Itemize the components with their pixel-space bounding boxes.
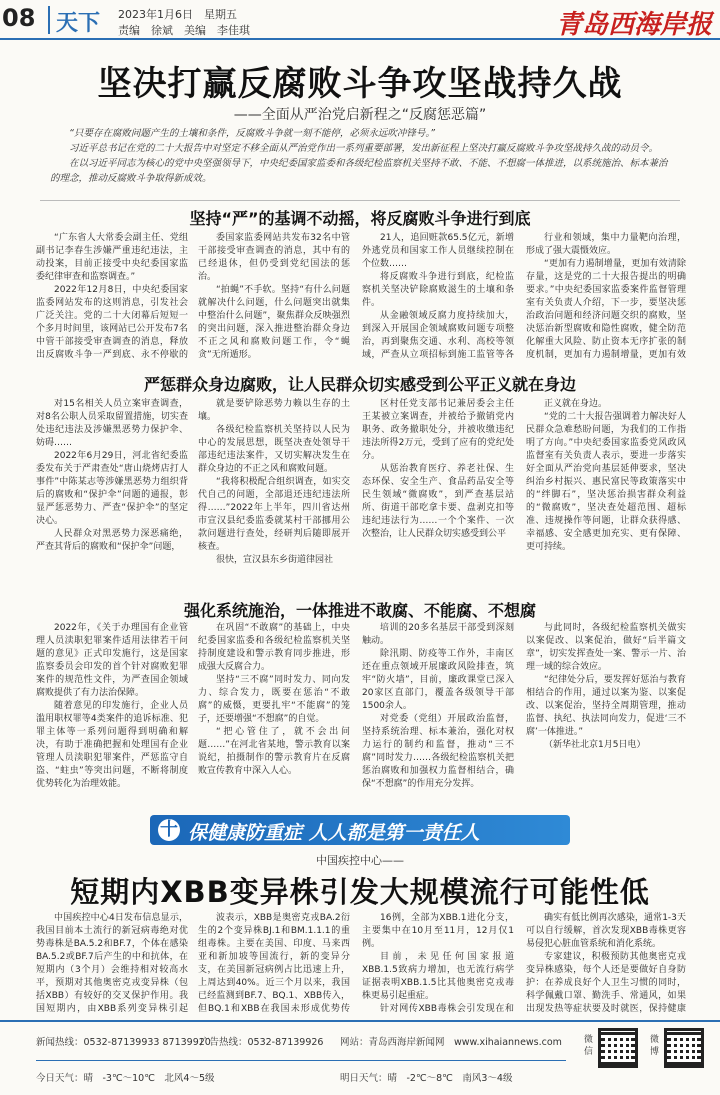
main-headline: 坚决打赢反腐败斗争攻坚战持久战 — [97, 64, 623, 104]
masthead — [0, 0, 720, 40]
editors: 责编 徐斌 美编 李佳琪 — [118, 24, 250, 37]
paragraph: （新华社北京1月5日电） — [544, 740, 646, 750]
section2-column-2 — [198, 398, 350, 574]
section3-column-4 — [526, 622, 686, 804]
article2-column-4 — [526, 912, 686, 1016]
health-banner — [150, 815, 570, 845]
section1-column-2 — [198, 232, 350, 360]
paragraph: 21人，追回赃款65.5亿元，新增外逃党员和国家工作人员继续控制在个位数…… — [362, 233, 514, 269]
news-hotline: 新闻热线：0532-87139933 87139920 — [36, 1037, 211, 1048]
paragraph: 区村任党支部书记兼居委会主任王某被立案调查，并被给予撤销党内职务、政务撤职处分，并被收缴违纪违法所得2万元，受到了应有的党纪处分。 — [362, 399, 514, 461]
footer-divider — [36, 1060, 566, 1061]
paragraph: 各级纪检监察机关坚持以人民为中心的发展思想，既坚决查处领导干部违纪违法案件，又切实解决发生在群众身边的不正之风和腐败问题。 — [198, 425, 350, 474]
issue-date: 2023年1月6日 星期五 — [118, 8, 237, 21]
paragraph: “广东省人大常委会副主任、党组副书记李春生涉嫌严重违纪违法，主动投案，目前正接受中央纪委国家监委纪律审查和监察调查。” — [36, 233, 188, 282]
section2-column-3 — [362, 398, 514, 574]
paragraph: 2022年12月8日，中央纪委国家监委网站发布的这则消息，引发社会广泛关注。党的二十大闭幕后短短一个多月时间里，该网站已公开发布7名中管干部接受审查调查的消息，释放出反腐败斗争一严到底、永不停歇的 — [36, 285, 188, 360]
paragraph: 除汛期、防疫等工作外，丰南区还在重点领域开展廉政风险排查，筑牢“防火墙”，目前，廉政课堂已深入20家区直部门，覆盖各级领导干部1500余人。 — [362, 649, 514, 711]
section2-column-1 — [36, 398, 188, 574]
section-heading-1: 坚持“严”的基调不动摇，将反腐败斗争进行到底 — [189, 209, 531, 228]
paragraph: “纪律处分后，要发挥好惩治与教育相结合的作用，通过以案为鉴、以案促改、以案促治，坚持全周期管理，推动监督、执纪、执法同向发力，促进‘三不腐’一体推进。” — [526, 675, 686, 737]
paragraph: 确实有低比例再次感染，通常1-3天可以自行缓解，首次发现XBB毒株更容易侵犯心脏血管系统和消化系统。 — [526, 913, 686, 949]
section2-column-4 — [526, 398, 686, 574]
paragraph: 波表示，XBB是奥密克戎BA.2衍生的2个变异株BJ.1和BM.1.1.1的重组毒株。主要在美国、印度、马来西亚和新加坡等国流行，新的变异分支，在美国新冠病例占比迅速上升，上周达到40%。近三个月以来，我国已经监测到BF.7、BQ.1、XBB传入，但BQ.1和XBB在我国未形成优势传 — [198, 913, 350, 1014]
section1-column-3 — [362, 232, 514, 360]
paragraph: “把心管住了，就不会出问题……”在河北省某地，警示教育以案说纪，拍摄制作的警示教育片在反腐败宣传教育中深入人心。 — [198, 727, 350, 776]
medical-cross-icon: 十 — [160, 819, 178, 840]
paragraph: 就是要铲除恶势力赖以生存的土壤。 — [198, 399, 350, 422]
main-subheadline: ——全面从严治党启新程之“反腐惩恶篇” — [233, 107, 487, 123]
paragraph: 从金融领域反腐力度持续加大，到深入开展国企领域腐败问题专项整治，再到聚焦交通、水利、高校等领域，严查从立项招标到施工监管等各 — [362, 311, 514, 360]
section3-column-3 — [362, 622, 514, 804]
headline2: 短期内XBB变异株引发大规模流行可能性低 — [70, 875, 650, 909]
weather-tomorrow: 明日天气：晴 -2℃～8℃ 南风3～4级 — [340, 1073, 513, 1084]
weibo-qr-icon[interactable] — [664, 1028, 704, 1068]
weather-today: 今日天气：晴 -3℃～10℃ 北风4～5级 — [36, 1073, 215, 1084]
paragraph: “我将积极配合组织调查，如实交代自己的问题，全部退还违纪违法所得……”2022年上半年，四川省达州市宣汉县纪委监委就某村干部挪用公款问题进行查处，经研判后随即展开核查。 — [198, 477, 350, 552]
paragraph: 与此同时，各级纪检监察机关做实以案促改、以案促治，做好“后半篇文章”，切实发挥查处一案、警示一片、治理一域的综合效应。 — [526, 623, 686, 672]
section3-column-2 — [198, 622, 350, 804]
divider — [40, 200, 680, 201]
paragraph: 对15名相关人员立案审查调查，对8名公职人员采取留置措施，切实查处违纪违法及涉嫌黑恶势力保护伞、妨碍…… — [36, 399, 188, 448]
paragraph: 培训的20多名基层干部受到深刻触动。 — [362, 623, 514, 646]
intro-paragraph: 习近平总书记在党的二十大报告中对坚定不移全面从严治党作出一系列重要部署，发出新征程上坚决打赢反腐败斗争攻坚战持久战的动员令。 — [69, 143, 659, 154]
paragraph: 委国家监委网站共发布32名中管干部接受审查调查的消息，其中有的已经退休，但仍受到党纪国法的惩治。 — [198, 233, 350, 282]
qr-label-weibo: 微博 — [650, 1035, 660, 1057]
paragraph: 16例，全部为XBB.1进化分支，主要集中在10月至11月，12月仅1例。 — [362, 913, 514, 949]
paragraph: 在巩固“不敢腐”的基础上，中央纪委国家监委和各级纪检监察机关坚持制度建设和警示教育同步推进，形成强大反腐合力。 — [198, 623, 350, 672]
section-name: 天下 — [56, 11, 101, 36]
article2-column-1 — [36, 912, 188, 1016]
page-number: 08 — [2, 4, 36, 32]
paragraph: “拍蝇”不手软。坚持“有什么问题就解决什么问题，什么问题突出就集中整治什么问题”，聚焦群众反映强烈的突出问题，深入推进整治群众身边不正之风和腐败问题工作，令“蝇贪”无所遁形。 — [198, 285, 350, 360]
banner-text: 保健康防重症 人人都是第一责任人 — [188, 822, 480, 844]
intro-paragraph: 在以习近平同志为核心的党中央坚强领导下，中央纪委国家监委和各级纪检监察机关坚持不敢、不能、不想腐一体推进，以系统施治、标本兼治的理念，推动反腐败斗争取得新成效。 — [50, 158, 668, 184]
paragraph: 将反腐败斗争进行到底，纪检监察机关坚决铲除腐败滋生的土壤和条件。 — [362, 272, 514, 308]
paragraph: 中国疾控中心4日发布信息显示，我国目前本土流行的新冠病毒绝对优势毒株是BA.5.2和BF.7，个体在感染BA.5.2或BF.7后产生的中和抗体，在短期内（3个月）会维持相对较高水平，预期对其他奥密克戎变异株（包括XBB）有较好的交叉保护作用。我国短期内，由XBB系列变异株引起 — [36, 913, 188, 1014]
website[interactable]: 网站：青岛西海岸新闻网 www.xihaiannews.com — [340, 1037, 562, 1048]
newspaper-logo: 青岛西海岸报 — [555, 10, 712, 40]
headline2-kicker: 中国疾控中心—— — [316, 854, 404, 867]
section-heading-3: 强化系统施治，一体推进不敢腐、不能腐、不想腐 — [183, 601, 536, 620]
paragraph: “党的二十大报告强调着力解决好人民群众急难愁盼问题，为我们的工作指明了方向。”中央纪委国家监委党风政风监督室有关负责人表示，要进一步落实好全面从严治党向基层延伸要求，坚决纠治乡村振兴、惠民富民等政策落实中的“绊脚石”，坚决惩治损害群众利益的“微腐败”，坚决查处超范围、超标准、违规操作等问题，让群众获得感、幸福感、安全感更加充实、更有保障、更可持续。 — [526, 412, 686, 552]
section-heading-2: 严惩群众身边腐败，让人民群众切实感受到公平正义就在身边 — [143, 375, 576, 394]
paragraph: 很快，宣汉县东乡街道律园社 — [216, 555, 334, 565]
paragraph: 从惩治教育医疗、养老社保、生态环保、安全生产、食品药品安全等民生领域“微腐败”，到严查基层站所、街道干部吃拿卡要、盘剥克扣等违纪违法行为……一个个案件、一次次整治，让人民群众切实感受到公平 — [362, 464, 514, 539]
paragraph: 行业和领域，集中力量靶向治理，形成了强大震慑效应。 — [526, 233, 686, 256]
masthead-divider — [48, 6, 50, 34]
section1-column-1 — [36, 232, 188, 360]
qr-label-wechat: 微信 — [584, 1035, 594, 1057]
paragraph: “更加有力遏制增量，更加有效清除存量，这是党的二十大报告提出的明确要求。”中央纪委国家监委案件监督管理室有关负责人介绍，下一步，要坚决惩治政治问题和经济问题交织的腐败，坚决惩治新型腐败和隐性腐败，健全防范化解重大风险、防止资本无序扩张的制度机制，更加有力遏制增量，更加有效 — [526, 259, 686, 360]
intro-paragraph: “只要存在腐败问题产生的土壤和条件，反腐败斗争就一刻不能停，必须永远吹冲锋号。” — [69, 128, 436, 139]
paragraph: 人民群众对黑恶势力深恶痛绝，严查其背后的腐败和“保护伞”问题， — [36, 529, 188, 552]
section3-column-1 — [36, 622, 188, 804]
paragraph: 随着意见的印发施行，企业人员滥用职权罪等4类案件的追诉标准、犯罪主体等一系列问题得到明确和解决，有助于准确把握和处理国有企业管理人员渎职犯罪案件，严惩监守自盗、“蛀虫”等突出问题，不断将制度优势转化为治理效能。 — [36, 701, 188, 789]
ad-hotline: 广告热线：0532-87139926 — [200, 1037, 324, 1048]
paragraph: 2022年，《关于办理国有企业管理人员渎职犯罪案件适用法律若干问题的意见》正式印发施行，这是国家监察委员会印发的首个针对腐败犯罪案件的规范性文件，为严查国企领域腐败提供了有力法治保障。 — [36, 623, 188, 698]
paragraph: 目前，未见任何国家报道XBB.1.5致病力增加，也无流行病学证据表明XBB.1.5比其他奥密克戎毒株更易引起重症。 — [362, 952, 514, 1001]
paragraph: 正义就在身边。 — [544, 399, 608, 409]
paragraph: 专家建议，积极预防其他奥密克戎变异株感染，每个人还是要做好自身防护：在养成良好个人卫生习惯的同时，科学佩戴口罩、勤洗手、常通风，如果出现发热等症状要及时就医，保持健康 — [526, 952, 686, 1014]
paragraph: 针对网传XBB毒株会引发现在和 — [380, 1004, 514, 1014]
paragraph: 坚持“三不腐”同时发力、同向发力、综合发力，既要在惩治“不敢腐”的威慑，更要扎牢“不能腐”的笼子，还要增强“不想腐”的自觉。 — [198, 675, 350, 724]
article2-column-2 — [198, 912, 350, 1016]
article2-column-3 — [362, 912, 514, 1016]
section1-column-4 — [526, 232, 686, 360]
paragraph: 对党委（党组）开展政治监督，坚持系统治理、标本兼治，强化对权力运行的制约和监督，推动“三不腐”同时发力……各级纪检监察机关把惩治腐败和加强权力监督相结合，确保“不想腐”的作用充分发挥。 — [362, 714, 514, 789]
wechat-qr-icon[interactable] — [598, 1028, 638, 1068]
paragraph: 2022年6月29日，河北省纪委监委发布关于严肃查处“唐山烧烤店打人事件”中陈某志等涉嫌黑恶势力组织背后的腐败和“保护伞”问题的通报，彰显严惩恶势力、严查“保护伞”的坚定决心。 — [36, 451, 188, 526]
intro-quote — [50, 126, 670, 186]
